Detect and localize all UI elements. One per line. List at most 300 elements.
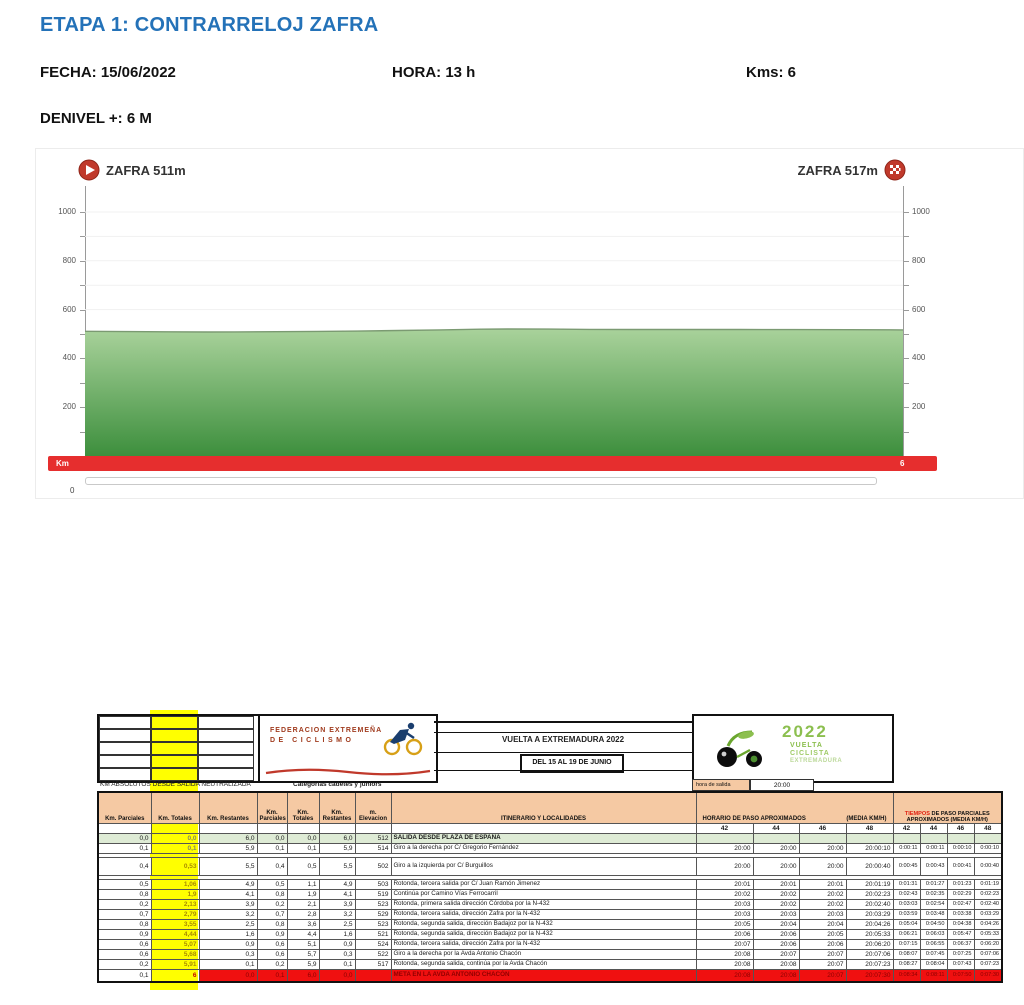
table-cell: 0,9 <box>199 940 257 950</box>
table-cell: 0:08:34 <box>893 970 920 983</box>
table-cell: 20:07 <box>799 960 846 970</box>
y-axis-right <box>903 186 904 456</box>
table-cell: 0,3 <box>319 950 355 960</box>
y-tick <box>904 432 909 433</box>
logo-name-line3: EXTREMADURA <box>790 758 843 764</box>
table-cell: 0:00:10 <box>947 844 974 854</box>
table-cell: 2,1 <box>287 900 319 910</box>
col-header-km-totales: Km. Totales <box>151 792 199 824</box>
speed-42-t: 42 <box>893 824 920 834</box>
y-tick <box>80 212 85 213</box>
table-cell: 6,0 <box>199 834 257 844</box>
table-cell: 0,8 <box>98 890 151 900</box>
table-cell: Rotonda, tercera salida, dirección Zafra por la N-432 <box>391 940 696 950</box>
table-cell: 0,3 <box>199 950 257 960</box>
table-cell: 20:08 <box>696 970 753 983</box>
table-cell: 0,2 <box>98 960 151 970</box>
table-cell: 20:04:26 <box>846 920 893 930</box>
speed-48: 48 <box>846 824 893 834</box>
table-cell <box>799 834 846 844</box>
table-cell: 0:06:03 <box>920 930 947 940</box>
table-cell: 0:06:37 <box>947 940 974 950</box>
y-axis-label-left: 400 <box>62 353 76 363</box>
table-cell: 20:01 <box>799 880 846 890</box>
col-group-horario <box>696 792 893 824</box>
table-cell: 523 <box>355 900 391 910</box>
speed-46-t: 46 <box>947 824 974 834</box>
table-cell: 0:07:06 <box>974 950 1002 960</box>
table-cell: 0,9 <box>257 930 287 940</box>
table-cell: 0,0 <box>151 834 199 844</box>
table-cell: 20:06 <box>753 940 799 950</box>
speed-46: 46 <box>799 824 846 834</box>
logo-year: 2022 <box>782 722 828 741</box>
table-cell: 521 <box>355 930 391 940</box>
itinerary-row <box>98 890 1002 900</box>
table-cell: 517 <box>355 960 391 970</box>
y-tick <box>904 407 909 408</box>
table-cell: 3,2 <box>319 910 355 920</box>
table-cell: 20:02 <box>753 900 799 910</box>
table-cell: 20:05 <box>799 930 846 940</box>
table-cell: 0:02:29 <box>947 890 974 900</box>
table-cell: 20:02:40 <box>846 900 893 910</box>
table-cell: 6,0 <box>319 834 355 844</box>
table-cell: 0:07:25 <box>947 950 974 960</box>
table-cell: 2,13 <box>151 900 199 910</box>
table-cell: 0:01:27 <box>920 880 947 890</box>
table-cell: 0:08:11 <box>920 970 947 983</box>
federation-logo-box <box>258 714 438 783</box>
table-cell: 1,06 <box>151 880 199 890</box>
table-cell: 20:04 <box>799 920 846 930</box>
table-cell: 20:03:29 <box>846 910 893 920</box>
blank-km-grid <box>97 714 260 783</box>
table-cell: 0,2 <box>257 960 287 970</box>
table-cell: 0,1 <box>257 844 287 854</box>
categories-note: Categorías cadetes y juniors <box>293 781 382 788</box>
table-cell <box>947 834 974 844</box>
table-cell: Continúa por Camino Vías Ferrocarril <box>391 890 696 900</box>
olive-bike-icon <box>712 726 782 779</box>
table-cell: 0:00:41 <box>947 858 974 876</box>
table-cell: 0,6 <box>257 940 287 950</box>
logo-name-line1: VUELTA <box>790 742 823 749</box>
col-group-tiempos <box>893 792 1002 824</box>
table-cell <box>893 834 920 844</box>
table-cell: 0,53 <box>151 858 199 876</box>
start-label: ZAFRA 511m <box>106 163 186 178</box>
table-cell <box>974 834 1002 844</box>
table-cell: 0:05:04 <box>893 920 920 930</box>
start-time-label: hora de salida <box>692 779 750 791</box>
table-cell: 4,9 <box>199 880 257 890</box>
table-cell: 0:05:33 <box>974 930 1002 940</box>
table-cell: 519 <box>355 890 391 900</box>
km-absolutos-note: KM ABSOLUTOS DESDE SALIDA NEUTRALIZADA <box>100 781 251 788</box>
stage-kms: Kms: 6 <box>746 64 797 81</box>
finish-flag-icon <box>884 159 906 186</box>
table-cell: 0,6 <box>98 950 151 960</box>
table-cell: 20:07 <box>696 940 753 950</box>
table-cell: 6 <box>151 970 199 983</box>
table-cell: 4,9 <box>319 880 355 890</box>
chart-scrollbar <box>85 477 877 485</box>
table-cell: 2,8 <box>287 910 319 920</box>
table-cell <box>846 834 893 844</box>
y-axis-label-right: 800 <box>912 255 926 265</box>
table-cell: 20:08 <box>696 950 753 960</box>
table-cell: 20:05:33 <box>846 930 893 940</box>
table-cell: 5,9 <box>199 844 257 854</box>
event-title: VUELTA A EXTREMADURA 2022 <box>501 735 625 744</box>
table-cell: 0:06:21 <box>893 930 920 940</box>
table-cell: 0:01:23 <box>947 880 974 890</box>
table-cell: 0,1 <box>287 844 319 854</box>
table-cell <box>696 834 753 844</box>
table-cell: 0,5 <box>98 880 151 890</box>
y-axis-label-left: 600 <box>62 304 76 314</box>
y-tick <box>904 236 909 237</box>
table-cell: 20:00 <box>696 844 753 854</box>
itinerary-row <box>98 880 1002 890</box>
table-cell: 0,4 <box>257 858 287 876</box>
table-cell: 0,1 <box>98 970 151 983</box>
y-tick <box>80 334 85 335</box>
table-cell: 20:00:40 <box>846 858 893 876</box>
table-cell: 20:08 <box>753 960 799 970</box>
finish-row <box>98 970 1002 983</box>
table-cell: 0:08:07 <box>893 950 920 960</box>
itinerary-row <box>98 844 1002 854</box>
table-cell: 0:07:43 <box>947 960 974 970</box>
col-header-km-parciales: Km. Parciales <box>98 792 151 824</box>
table-cell: 20:02 <box>799 900 846 910</box>
table-cell: 0:00:11 <box>893 844 920 854</box>
table-cell: 20:00 <box>799 858 846 876</box>
table-cell: 20:06:20 <box>846 940 893 950</box>
table-cell: 20:00 <box>753 858 799 876</box>
table-cell: 0,1 <box>151 844 199 854</box>
table-cell: 5,9 <box>287 960 319 970</box>
table-cell: 0:00:10 <box>974 844 1002 854</box>
table-cell: 20:03 <box>753 910 799 920</box>
speed-subheader-row <box>98 824 1002 834</box>
table-cell: SALIDA DESDE PLAZA DE ESPAÑA <box>391 834 696 844</box>
table-cell: 0,7 <box>98 910 151 920</box>
horario-media-text: (MEDIA KM/H) <box>846 816 887 823</box>
km-bar-end-value: 6 <box>900 459 905 468</box>
table-cell: 0,9 <box>98 930 151 940</box>
tiempos-header-red: TIEMPOS <box>904 810 930 817</box>
table-cell: 4,1 <box>319 890 355 900</box>
table-cell: 0,9 <box>319 940 355 950</box>
table-cell: 5,5 <box>199 858 257 876</box>
table-cell: 0:02:35 <box>920 890 947 900</box>
y-axis-label-left: 800 <box>62 255 76 265</box>
table-cell: 0:02:43 <box>893 890 920 900</box>
itinerary-row <box>98 940 1002 950</box>
itinerary-row <box>98 900 1002 910</box>
table-cell: 0:06:55 <box>920 940 947 950</box>
stage-date: FECHA: 15/06/2022 <box>40 64 176 81</box>
table-cell: 3,6 <box>287 920 319 930</box>
table-cell: 20:05 <box>696 920 753 930</box>
table-cell: 20:03 <box>799 910 846 920</box>
speed-44-t: 44 <box>920 824 947 834</box>
itinerary-row <box>98 858 1002 876</box>
y-tick <box>80 310 85 311</box>
y-axis-label-right: 600 <box>912 304 926 314</box>
event-dates: DEL 15 AL 19 DE JUNIO <box>520 754 624 773</box>
logo-swoosh <box>264 764 432 782</box>
y-tick <box>904 383 909 384</box>
table-cell: META EN LA AVDA ANTONIO CHACÓN <box>391 970 696 983</box>
start-icon <box>78 159 100 186</box>
table-cell: 3,9 <box>199 900 257 910</box>
header-row <box>98 792 1002 824</box>
table-cell: 0,2 <box>257 900 287 910</box>
table-cell: Rotonda, segunda salida, dirección Badajoz por la N-432 <box>391 920 696 930</box>
tiempos-header-text: DE PASO PARCIALES APROXIMADOS (MEDIA KM/H) <box>906 810 990 823</box>
table-cell: 5,7 <box>287 950 319 960</box>
speed-44: 44 <box>753 824 799 834</box>
itinerary-row <box>98 910 1002 920</box>
table-cell: 0:08:04 <box>920 960 947 970</box>
table-cell: Giro a la izquierda por C/ Burguillos <box>391 858 696 876</box>
table-cell: 514 <box>355 844 391 854</box>
table-cell: 0:07:23 <box>974 960 1002 970</box>
km-distance-bar <box>48 456 937 471</box>
col-header-km-parciales-2: Km. Parciales <box>257 792 287 824</box>
vuelta-2022-logo-box <box>692 714 894 783</box>
speed-48-t: 48 <box>974 824 1002 834</box>
col-header-km-totales-2: Km. Totales <box>287 792 319 824</box>
y-axis-label-right: 1000 <box>912 207 930 216</box>
horario-header-text: HORARIO DE PASO APROXIMADOS <box>702 816 806 823</box>
table-cell: 20:07 <box>753 950 799 960</box>
table-cell: 5,9 <box>319 844 355 854</box>
cyclist-icon <box>378 720 428 767</box>
divider <box>434 770 692 771</box>
table-cell: 529 <box>355 910 391 920</box>
table-cell <box>355 970 391 983</box>
table-cell: 0,1 <box>98 844 151 854</box>
finish-label: ZAFRA 517m <box>797 163 878 178</box>
start-time-value: 20:00 <box>750 779 814 791</box>
table-cell: 522 <box>355 950 391 960</box>
y-tick <box>904 358 909 359</box>
table-cell: 0:05:47 <box>947 930 974 940</box>
table-cell: 5,5 <box>319 858 355 876</box>
table-cell: 0,2 <box>98 900 151 910</box>
table-cell: 20:08 <box>696 960 753 970</box>
table-cell: 20:07:30 <box>846 970 893 983</box>
divider <box>434 732 692 733</box>
federation-name-line1: FEDERACION EXTREMEÑA <box>270 727 383 734</box>
table-cell: Rotonda, segunda salida, continúa por la Avda Chacón <box>391 960 696 970</box>
table-cell: 20:01 <box>753 880 799 890</box>
y-tick <box>904 334 909 335</box>
table-cell: 0,6 <box>257 950 287 960</box>
table-cell: 502 <box>355 858 391 876</box>
km-bar-label: Km <box>56 459 69 468</box>
table-cell: 1,9 <box>151 890 199 900</box>
table-cell: 0:04:50 <box>920 920 947 930</box>
y-tick <box>904 310 909 311</box>
y-tick <box>80 236 85 237</box>
table-cell: 20:00 <box>799 844 846 854</box>
table-cell: Rotonda, primera salida dirección Córdoba por la N-432 <box>391 900 696 910</box>
table-cell: 0:07:50 <box>947 970 974 983</box>
table-cell: 523 <box>355 920 391 930</box>
table-cell: 0:07:15 <box>893 940 920 950</box>
table-cell: 20:02:23 <box>846 890 893 900</box>
table-cell: 0,5 <box>257 880 287 890</box>
table-cell: 5,07 <box>151 940 199 950</box>
table-cell: 0,6 <box>98 940 151 950</box>
start-row <box>98 834 1002 844</box>
table-cell: 0,8 <box>98 920 151 930</box>
logo-name-line2: CICLISTA <box>790 750 830 757</box>
table-cell: 0,7 <box>257 910 287 920</box>
table-cell: 20:02 <box>753 890 799 900</box>
table-cell: 20:07 <box>799 950 846 960</box>
y-tick <box>80 358 85 359</box>
table-cell: 0,1 <box>199 960 257 970</box>
table-cell: 0:07:45 <box>920 950 947 960</box>
table-cell: 5,68 <box>151 950 199 960</box>
table-cell: Rotonda, tercera salida, dirección Zafra por la N-432 <box>391 910 696 920</box>
table-cell: 20:00:10 <box>846 844 893 854</box>
table-cell: 0:00:43 <box>920 858 947 876</box>
table-cell: 3,55 <box>151 920 199 930</box>
y-tick <box>80 432 85 433</box>
y-tick <box>80 261 85 262</box>
table-cell: Rotonda, tercera salida por C/ Juan Ramón Jimenez <box>391 880 696 890</box>
y-axis-label-left: 1000 <box>58 207 76 216</box>
itinerary-table <box>97 791 1003 983</box>
itinerary-row <box>98 920 1002 930</box>
table-cell: 2,5 <box>199 920 257 930</box>
table-cell: 0:03:03 <box>893 900 920 910</box>
table-cell: 0:02:54 <box>920 900 947 910</box>
table-cell: 20:01 <box>696 880 753 890</box>
table-cell <box>753 834 799 844</box>
table-cell: 20:02 <box>696 890 753 900</box>
table-cell: 0,8 <box>257 890 287 900</box>
table-cell: 0,4 <box>98 858 151 876</box>
table-cell: 0,8 <box>257 920 287 930</box>
table-cell: 4,1 <box>199 890 257 900</box>
page-title: ETAPA 1: CONTRARRELOJ ZAFRA <box>40 14 379 36</box>
table-cell: 4,4 <box>287 930 319 940</box>
table-cell: 0:03:29 <box>974 910 1002 920</box>
table-cell: 524 <box>355 940 391 950</box>
table-cell: 0,0 <box>98 834 151 844</box>
table-cell: 0:03:48 <box>920 910 947 920</box>
table-cell: 2,79 <box>151 910 199 920</box>
itinerary-row <box>98 960 1002 970</box>
table-cell: 20:06 <box>799 940 846 950</box>
table-cell: 0,1 <box>319 960 355 970</box>
table-cell: 20:03 <box>696 910 753 920</box>
table-cell: 5,1 <box>287 940 319 950</box>
table-cell: Giro a la derecha por la Avda Antonio Chacón <box>391 950 696 960</box>
col-header-elevacion: m. Elevacion <box>355 792 391 824</box>
col-header-km-restantes-2: Km. Restantes <box>319 792 355 824</box>
y-axis-label-right: 400 <box>912 353 926 363</box>
stage-hour: HORA: 13 h <box>392 64 476 81</box>
table-cell: 6,0 <box>287 970 319 983</box>
y-axis-label-left: 200 <box>62 402 76 412</box>
stage-elevation-gain: DENIVEL +: 6 M <box>40 110 152 127</box>
table-cell: 0:04:38 <box>947 920 974 930</box>
table-cell: 0:04:26 <box>974 920 1002 930</box>
table-cell: 20:03 <box>696 900 753 910</box>
table-cell: 20:07:06 <box>846 950 893 960</box>
table-cell: 1,9 <box>287 890 319 900</box>
table-cell: 0:08:27 <box>893 960 920 970</box>
table-cell: 20:00 <box>753 844 799 854</box>
table-cell: 5,91 <box>151 960 199 970</box>
table-cell: 0:03:59 <box>893 910 920 920</box>
elevation-area <box>85 205 903 456</box>
table-cell: Giro a la derecha por C/ Gregorio Fernández <box>391 844 696 854</box>
table-cell: 0,5 <box>287 858 319 876</box>
table-cell: 0:00:45 <box>893 858 920 876</box>
table-cell: 0,0 <box>287 834 319 844</box>
y-tick <box>904 261 909 262</box>
table-cell: 0:02:40 <box>974 900 1002 910</box>
table-cell: 20:07 <box>799 970 846 983</box>
table-cell: 20:01:19 <box>846 880 893 890</box>
y-tick <box>80 407 85 408</box>
itinerary-row <box>98 950 1002 960</box>
col-header-km-restantes: Km. Restantes <box>199 792 257 824</box>
table-cell: Rotonda, segunda salida, dirección Badajoz por la N-432 <box>391 930 696 940</box>
table-cell: 512 <box>355 834 391 844</box>
table-cell: 0,0 <box>319 970 355 983</box>
divider <box>434 752 692 753</box>
table-cell: 20:02 <box>799 890 846 900</box>
table-cell: 503 <box>355 880 391 890</box>
table-cell: 2,5 <box>319 920 355 930</box>
itinerary-row <box>98 930 1002 940</box>
table-cell: 4,44 <box>151 930 199 940</box>
y-tick <box>80 383 85 384</box>
table-cell: 0:07:30 <box>974 970 1002 983</box>
table-cell: 0:06:20 <box>974 940 1002 950</box>
table-cell: 3,9 <box>319 900 355 910</box>
table-cell: 0,1 <box>257 970 287 983</box>
divider <box>434 721 692 723</box>
y-tick <box>904 285 909 286</box>
y-tick <box>904 212 909 213</box>
table-cell: 20:08 <box>753 970 799 983</box>
speed-42: 42 <box>696 824 753 834</box>
table-cell: 0:03:38 <box>947 910 974 920</box>
table-cell: 0:02:47 <box>947 900 974 910</box>
federation-name-line2: DE CICLISMO <box>270 737 355 744</box>
table-cell: 3,2 <box>199 910 257 920</box>
table-cell: 1,6 <box>199 930 257 940</box>
x-axis-origin-label: 0 <box>70 486 75 495</box>
table-cell: 0,0 <box>199 970 257 983</box>
table-cell: 1,6 <box>319 930 355 940</box>
table-cell: 20:00 <box>696 858 753 876</box>
table-cell: 0:00:11 <box>920 844 947 854</box>
